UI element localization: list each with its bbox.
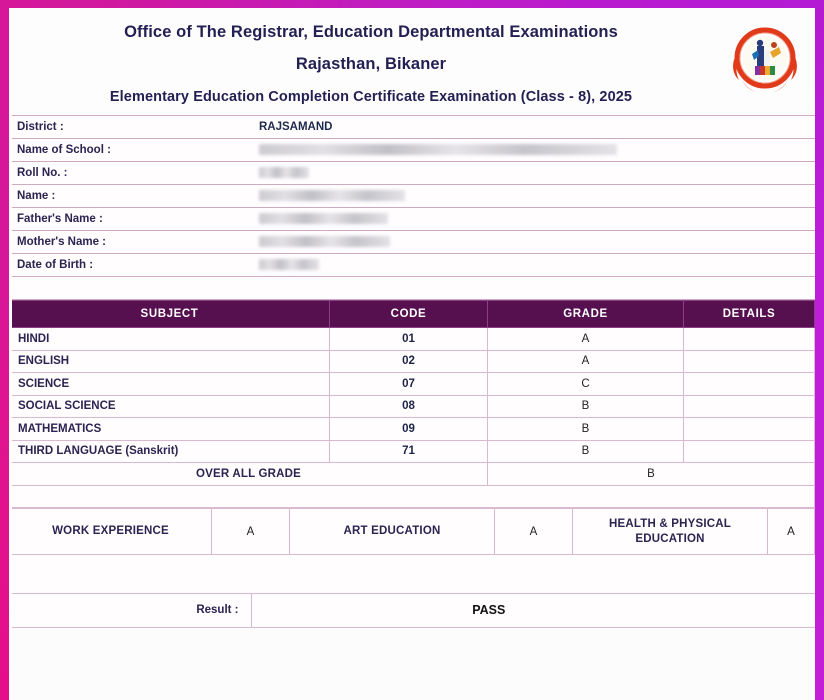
- info-spacer-row: [9, 277, 815, 300]
- subject-grade: C: [488, 373, 684, 396]
- table-row: [10, 328, 815, 351]
- subject-name: MATHEMATICS: [10, 418, 330, 441]
- table-row: [10, 373, 815, 396]
- table-row: [9, 139, 815, 162]
- column-header-code: CODE: [330, 301, 488, 328]
- subject-details: [684, 395, 815, 418]
- table-row: [9, 208, 815, 231]
- subject-details: [684, 440, 815, 463]
- redacted-value: [259, 213, 388, 224]
- cocurricular-table: [9, 508, 815, 555]
- redacted-value: [259, 236, 390, 247]
- info-value-mothers-name: [251, 231, 815, 254]
- table-row: [10, 509, 815, 555]
- marks-spacer-row: [10, 485, 815, 508]
- result-spacer-cell: [9, 555, 815, 593]
- info-label-district: District :: [9, 116, 251, 139]
- decorative-frame-top: [0, 0, 824, 8]
- overall-grade-row: [10, 463, 815, 486]
- subject-name: SCIENCE: [10, 373, 330, 396]
- header-location: Rajasthan, Bikaner: [295, 55, 447, 73]
- info-label-school: Name of School :: [9, 139, 251, 162]
- marks-spacer-cell: [10, 485, 815, 508]
- info-value-name: [251, 185, 815, 208]
- info-label-roll-no: Roll No. :: [9, 162, 251, 185]
- subject-details: [684, 350, 815, 373]
- cocurricular-label-health-physical-education: HEALTH & PHYSICAL EDUCATION: [573, 509, 768, 555]
- cocurricular-label-art-education: ART EDUCATION: [290, 509, 495, 555]
- result-value: PASS: [251, 593, 815, 627]
- redacted-value: [259, 190, 405, 201]
- header-office-title: Office of The Registrar, Education Departmental Examinations: [124, 23, 618, 41]
- subject-grade: B: [488, 418, 684, 441]
- subject-grade: B: [488, 395, 684, 418]
- subject-code: 08: [330, 395, 488, 418]
- column-header-details: DETAILS: [684, 301, 815, 328]
- info-value-date-of-birth: [251, 254, 815, 277]
- info-value-fathers-name: [251, 208, 815, 231]
- overall-grade-label: OVER ALL GRADE: [10, 463, 488, 486]
- info-value-school: [251, 139, 815, 162]
- decorative-frame-right: [815, 0, 824, 700]
- redacted-value: [259, 144, 617, 155]
- info-label-date-of-birth: Date of Birth :: [9, 254, 251, 277]
- overall-grade-value: B: [488, 463, 815, 486]
- redacted-value: [259, 167, 309, 178]
- subject-name: SOCIAL SCIENCE: [10, 395, 330, 418]
- marks-header-row: [10, 301, 815, 328]
- marks-table: [9, 300, 815, 508]
- certificate-header: [9, 8, 815, 115]
- subject-details: [684, 328, 815, 351]
- header-exam-title: Elementary Education Completion Certificate Examination (Class - 8), 2025: [109, 89, 633, 105]
- info-label-mothers-name: Mother's Name :: [9, 231, 251, 254]
- subject-grade: B: [488, 440, 684, 463]
- table-row: [10, 418, 815, 441]
- table-row: [10, 440, 815, 463]
- subject-code: 09: [330, 418, 488, 441]
- cocurricular-grade-health-physical-education: A: [768, 509, 815, 555]
- subject-details: [684, 373, 815, 396]
- table-row: [9, 162, 815, 185]
- government-emblem-icon: [729, 20, 801, 100]
- subject-code: 07: [330, 373, 488, 396]
- cocurricular-grade-work-experience: A: [212, 509, 290, 555]
- subject-code: 71: [330, 440, 488, 463]
- table-row: [10, 350, 815, 373]
- student-info-table: [9, 115, 815, 300]
- result-label: Result :: [9, 593, 251, 627]
- result-table: [9, 555, 815, 628]
- decorative-frame-inner-left: [9, 8, 12, 700]
- table-row: [9, 116, 815, 139]
- subject-name: HINDI: [10, 328, 330, 351]
- certificate-sheet: [9, 8, 815, 700]
- table-row: [9, 231, 815, 254]
- table-row: [9, 593, 815, 627]
- decorative-frame-left: [0, 0, 9, 700]
- subject-code: 02: [330, 350, 488, 373]
- info-label-fathers-name: Father's Name :: [9, 208, 251, 231]
- subject-details: [684, 418, 815, 441]
- info-label-name: Name :: [9, 185, 251, 208]
- subject-code: 01: [330, 328, 488, 351]
- table-row: [10, 395, 815, 418]
- redacted-value: [259, 259, 319, 270]
- column-header-grade: GRADE: [488, 301, 684, 328]
- cocurricular-grade-art-education: A: [495, 509, 573, 555]
- subject-name: ENGLISH: [10, 350, 330, 373]
- info-spacer-cell: [9, 277, 815, 300]
- table-row: [9, 185, 815, 208]
- column-header-subject: SUBJECT: [10, 301, 330, 328]
- cocurricular-label-work-experience: WORK EXPERIENCE: [10, 509, 212, 555]
- subject-grade: A: [488, 350, 684, 373]
- result-spacer-row: [9, 555, 815, 593]
- info-value-roll-no: [251, 162, 815, 185]
- subject-grade: A: [488, 328, 684, 351]
- table-row: [9, 254, 815, 277]
- subject-name: THIRD LANGUAGE (Sanskrit): [10, 440, 330, 463]
- info-value-district: RAJSAMAND: [251, 116, 815, 139]
